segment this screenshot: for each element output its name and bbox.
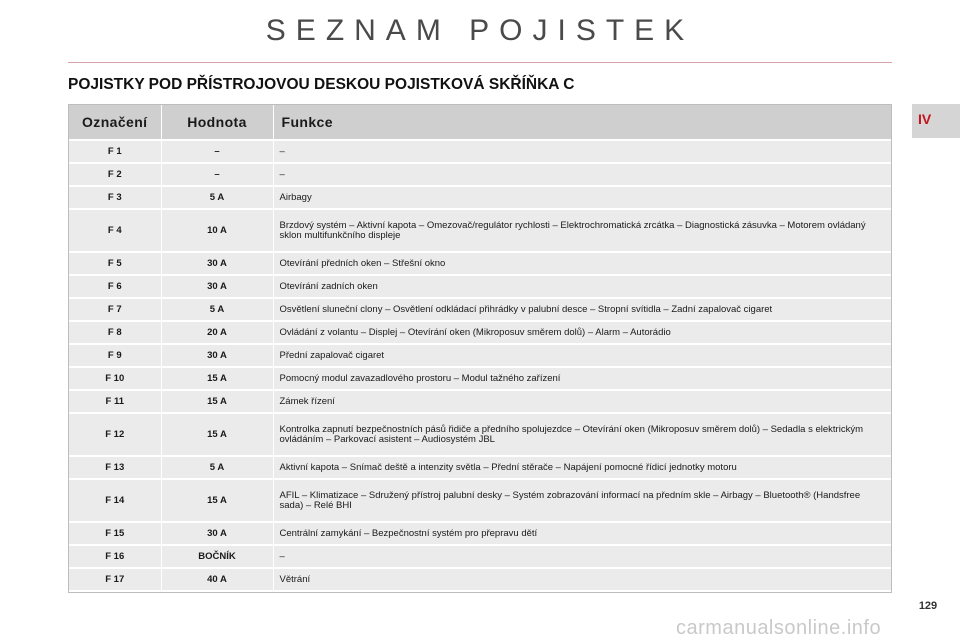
fuse-id: F 9 (69, 344, 161, 367)
table-row (69, 209, 891, 252)
page-title: SEZNAM POJISTEK (265, 14, 695, 47)
table-row (69, 298, 891, 321)
fuse-value: 30 A (161, 275, 273, 298)
table-row (69, 479, 891, 522)
table-row (69, 413, 891, 456)
table-row (69, 390, 891, 413)
fuse-function: Přední zapalovač cigaret (273, 344, 891, 367)
fuse-id: F 11 (69, 390, 161, 413)
table-row (69, 367, 891, 390)
table-row (69, 568, 891, 591)
fuse-function: AFIL – Klimatizace – Sdružený přístroj palubní desky – Systém zobrazování informací na předním skle – Airbagy – Bluetooth® (Handsfree sada) – Relé BHI (273, 479, 891, 522)
header-designation: Označení (69, 105, 161, 140)
fuse-value: 30 A (161, 344, 273, 367)
fuse-id: F 16 (69, 545, 161, 568)
fuse-id: F 5 (69, 252, 161, 275)
fuse-function: Otevírání zadních oken (273, 275, 891, 298)
table-row (69, 275, 891, 298)
fuse-id: F 4 (69, 209, 161, 252)
table-header-row (69, 105, 891, 140)
fuse-function: Otevírání předních oken – Střešní okno (273, 252, 891, 275)
table-row (69, 186, 891, 209)
fuse-function: Aktivní kapota – Snímač deště a intenzity světla – Přední stěrače – Napájení pomocné řídicí jednotky motoru (273, 456, 891, 479)
fuse-id: F 17 (69, 568, 161, 591)
table-row (69, 252, 891, 275)
table-row (69, 163, 891, 186)
fuse-function: Airbagy (273, 186, 891, 209)
fuse-id: F 14 (69, 479, 161, 522)
fuse-id: F 12 (69, 413, 161, 456)
fuse-value: 15 A (161, 413, 273, 456)
page-number: 129 (918, 600, 938, 612)
fuse-value: 40 A (161, 568, 273, 591)
fuse-value: 30 A (161, 522, 273, 545)
fuse-id: F 8 (69, 321, 161, 344)
fuse-id: F 6 (69, 275, 161, 298)
fuse-value: 5 A (161, 456, 273, 479)
header-function: Funkce (273, 105, 891, 140)
fuse-value: BOČNÍK (161, 545, 273, 568)
fuse-function: Kontrolka zapnutí bezpečnostních pásů řidiče a předního spolujezdce – Otevírání oken (Mikroposuv směrem dolů) – Sedadla s elektrickým ovládáním – Parkovací asistent – Audiosystém JBL (273, 413, 891, 456)
fuse-function: Zámek řízení (273, 390, 891, 413)
title-divider (68, 62, 892, 63)
fuse-value: 15 A (161, 479, 273, 522)
fuse-id: F 7 (69, 298, 161, 321)
fuse-value: 5 A (161, 186, 273, 209)
fuse-id: F 13 (69, 456, 161, 479)
fuse-function: Pomocný modul zavazadlového prostoru – Modul tažného zařízení (273, 367, 891, 390)
header-value: Hodnota (161, 105, 273, 140)
chapter-tab: IV (912, 104, 960, 138)
fuse-function: – (273, 545, 891, 568)
section-title: POJISTKY POD PŘÍSTROJOVOU DESKOU POJISTKOVÁ SKŘÍŇKA C (68, 76, 575, 93)
fuse-id: F 2 (69, 163, 161, 186)
table-row (69, 344, 891, 367)
watermark: carmanualsonline.info (676, 617, 882, 639)
fuse-value: 15 A (161, 367, 273, 390)
table-row (69, 140, 891, 163)
fuse-value: 10 A (161, 209, 273, 252)
fuse-value: – (161, 140, 273, 163)
table-row (69, 321, 891, 344)
fuse-value: – (161, 163, 273, 186)
fuse-function: Brzdový systém – Aktivní kapota – Omezovač/regulátor rychlosti – Elektrochromatická zrcátka – Diagnostická zásuvka – Motorem ovládaný sklon multifunkčního displeje (273, 209, 891, 252)
fuse-function: Ovládání z volantu – Displej – Otevírání oken (Mikroposuv směrem dolů) – Alarm – Autorádio (273, 321, 891, 344)
fuse-function: – (273, 140, 891, 163)
table-row (69, 456, 891, 479)
table-row (69, 545, 891, 568)
fuse-value: 20 A (161, 321, 273, 344)
fuse-function: Centrální zamykání – Bezpečnostní systém pro přepravu dětí (273, 522, 891, 545)
fuse-id: F 10 (69, 367, 161, 390)
table-row (69, 522, 891, 545)
fuse-id: F 1 (69, 140, 161, 163)
fuse-function: Větrání (273, 568, 891, 591)
fuse-id: F 15 (69, 522, 161, 545)
fuse-table (68, 104, 892, 593)
fuse-value: 5 A (161, 298, 273, 321)
fuse-function: – (273, 163, 891, 186)
fuse-value: 30 A (161, 252, 273, 275)
fuse-id: F 3 (69, 186, 161, 209)
fuse-value: 15 A (161, 390, 273, 413)
fuse-function: Osvětlení sluneční clony – Osvětlení odkládací přihrádky v palubní desce – Stropní svítidla – Zadní zapalovač cigaret (273, 298, 891, 321)
